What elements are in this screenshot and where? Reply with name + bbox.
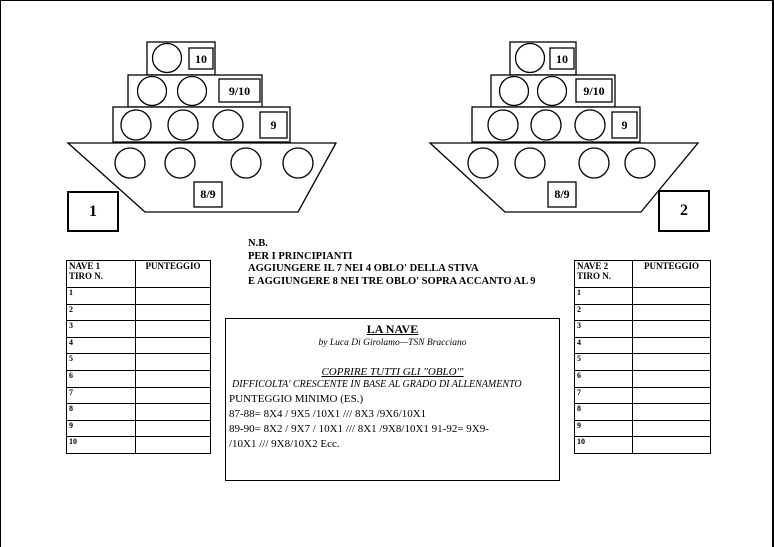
score-cell[interactable] bbox=[136, 370, 211, 387]
table-row: 7 bbox=[575, 387, 711, 404]
ship1-level-9-10: 9/10 bbox=[228, 84, 251, 98]
score-cell[interactable] bbox=[633, 304, 711, 321]
table-row: 9 bbox=[575, 420, 711, 437]
score-cell[interactable] bbox=[633, 321, 711, 338]
table-row: 6 bbox=[575, 370, 711, 387]
ship2-level-10: 10 bbox=[556, 52, 568, 66]
min-score-label: PUNTEGGIO MINIMO (ES.) bbox=[229, 393, 364, 405]
table-row: 8 bbox=[575, 404, 711, 421]
score-cell[interactable] bbox=[633, 288, 711, 305]
difficulty-note: DIFFICOLTA' CRESCENTE IN BASE AL GRADO DI ALLENAMENTO bbox=[232, 379, 522, 390]
score-cell[interactable] bbox=[136, 304, 211, 321]
header-score: PUNTEGGIO bbox=[633, 261, 711, 288]
ship1-level-10: 10 bbox=[195, 52, 207, 66]
note-line: N.B. bbox=[248, 238, 268, 249]
score-table-ship2 bbox=[574, 260, 711, 454]
game-info-box bbox=[225, 318, 560, 481]
score-cell[interactable] bbox=[633, 354, 711, 371]
min-score-example: /10X1 /// 9X8/10X2 Ecc. bbox=[229, 438, 340, 450]
table-row: 8 bbox=[67, 404, 211, 421]
note-line: PER I PRINCIPIANTI bbox=[248, 250, 353, 262]
table-row: 4 bbox=[67, 337, 211, 354]
ship1-level-9: 9 bbox=[270, 118, 277, 132]
table-row: 10 bbox=[67, 437, 211, 454]
ship1-number-box: 1 bbox=[67, 191, 119, 232]
ship2-level-8-9: 8/9 bbox=[554, 187, 570, 201]
table-row: 9 bbox=[67, 420, 211, 437]
table-header-row bbox=[67, 261, 211, 288]
score-cell[interactable] bbox=[633, 337, 711, 354]
note-line: E AGGIUNGERE 8 NEI TRE OBLO' SOPRA ACCANTO AL 9 bbox=[248, 275, 536, 287]
table-header-row bbox=[575, 261, 711, 288]
header-shot-number: NAVE 2 TIRO N. bbox=[575, 261, 633, 288]
score-cell[interactable] bbox=[633, 404, 711, 421]
score-cell[interactable] bbox=[136, 354, 211, 371]
table-row: 2 bbox=[575, 304, 711, 321]
score-cell[interactable] bbox=[136, 404, 211, 421]
score-cell[interactable] bbox=[136, 288, 211, 305]
ship2-level-9-10: 9/10 bbox=[583, 84, 605, 98]
score-table-ship1 bbox=[66, 260, 211, 454]
min-score-example: 87-88= 8X4 / 9X5 /10X1 /// 8X3 /9X6/10X1 bbox=[229, 408, 427, 420]
table-row: 6 bbox=[67, 370, 211, 387]
min-score-example: 89-90= 8X2 / 9X7 / 10X1 /// 8X1 /9X8/10X1 91-92= 9X9- bbox=[229, 423, 489, 435]
game-title: LA NAVE bbox=[366, 322, 419, 336]
game-author: by Luca Di Girolamo—TSN Bracciano bbox=[318, 338, 467, 348]
score-cell[interactable] bbox=[136, 387, 211, 404]
ship2-number-box: 2 bbox=[658, 190, 710, 232]
header-score: PUNTEGGIO bbox=[136, 261, 211, 288]
table-row: 5 bbox=[575, 354, 711, 371]
score-cell[interactable] bbox=[633, 370, 711, 387]
table-row: 10 bbox=[575, 437, 711, 454]
beginner-note bbox=[248, 238, 536, 288]
score-cell[interactable] bbox=[136, 321, 211, 338]
header-shot-number: NAVE 1 TIRO N. bbox=[67, 261, 136, 288]
table-row: 3 bbox=[575, 321, 711, 338]
score-cell[interactable] bbox=[633, 420, 711, 437]
score-cell[interactable] bbox=[136, 437, 211, 454]
ship2-level-9: 9 bbox=[621, 118, 628, 132]
score-cell[interactable] bbox=[136, 337, 211, 354]
ship1-level-8-9: 8/9 bbox=[200, 187, 216, 201]
note-line: AGGIUNGERE IL 7 NEI 4 OBLO' DELLA STIVA bbox=[248, 263, 479, 274]
table-row: 3 bbox=[67, 321, 211, 338]
table-row: 2 bbox=[67, 304, 211, 321]
score-cell[interactable] bbox=[136, 420, 211, 437]
game-objective: COPRIRE TUTTI GLI "OBLO'" bbox=[321, 366, 464, 378]
score-cell[interactable] bbox=[633, 387, 711, 404]
table-row: 4 bbox=[575, 337, 711, 354]
score-cell[interactable] bbox=[633, 437, 711, 454]
table-row: 5 bbox=[67, 354, 211, 371]
table-row: 1 bbox=[67, 288, 211, 305]
table-row: 7 bbox=[67, 387, 211, 404]
table-row: 1 bbox=[575, 288, 711, 305]
